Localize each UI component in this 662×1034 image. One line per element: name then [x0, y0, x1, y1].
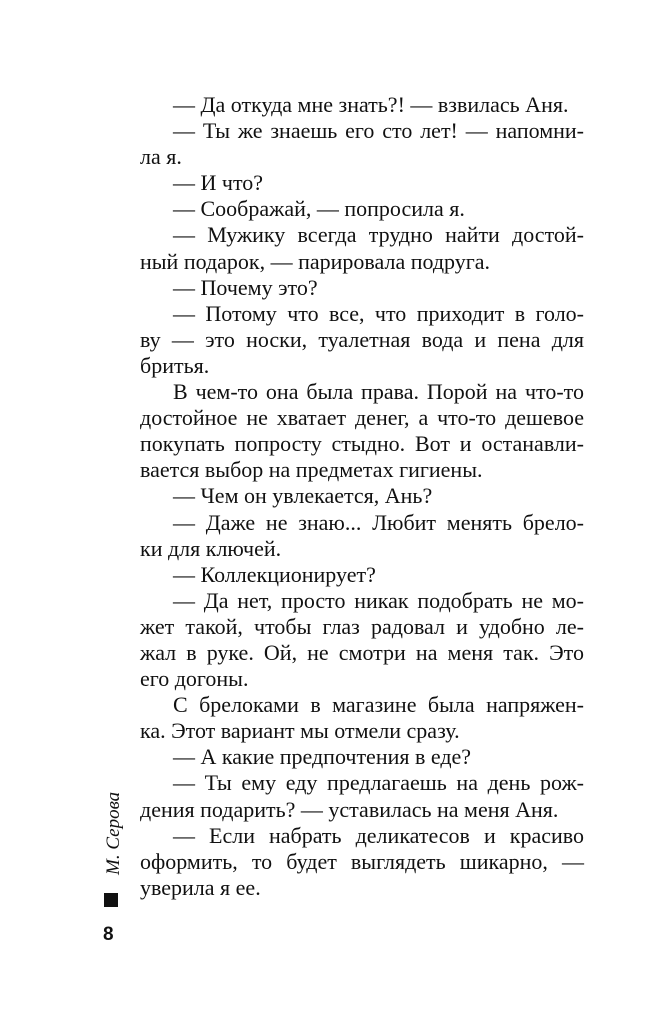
text-line: его догоны. [140, 666, 249, 692]
text-line: — Коллекционирует? [173, 561, 376, 587]
square-marker-icon [104, 893, 118, 907]
text-line: бритья. [140, 352, 210, 378]
text-line: — Да откуда мне знать?! — взвилась Аня. [173, 92, 569, 117]
text-line: — Да нет, просто никак подобрать не мо- [173, 587, 584, 613]
text-line: — Ты же знаешь его сто лет! — напомни- [173, 118, 584, 144]
text-line: ка. Этот вариант мы отмели сразу. [140, 718, 460, 744]
text-line: — А какие предпочтения в еде? [173, 744, 472, 770]
text-line: — Даже не знаю... Любит менять брело- [173, 509, 584, 535]
text-line: С брелоками в магазине была напряжен- [173, 692, 584, 718]
text-line: В чем-то она была права. Порой на что-то [173, 379, 584, 405]
text-line: — Если набрать деликатесов и красиво [173, 822, 584, 848]
text-line: — Чем он увлекается, Ань? [173, 483, 433, 509]
running-head-author: М. Серова [103, 791, 124, 875]
page-number: 8 [103, 924, 114, 945]
text-line: — Ты ему еду предлагаешь на день рож- [173, 770, 584, 796]
text-line: вается выбор на предметах гигиены. [140, 457, 483, 483]
text-line: — И что? [173, 170, 264, 196]
text-line: ву — это носки, туалетная вода и пена для [140, 326, 584, 352]
text-line: — Мужику всегда трудно найти достой- [173, 222, 584, 248]
text-line: — Почему это? [173, 274, 318, 300]
text-line: ла я. [140, 144, 182, 170]
text-line: дения подарить? — уставилась на меня Аня. [140, 796, 559, 822]
text-line: достойное не хватает денег, а что-то дешевое [140, 405, 584, 431]
text-line: — Соображай, — попросила я. [173, 196, 465, 222]
text-line: покупать попросту стыдно. Вот и останавли- [140, 431, 584, 457]
text-line: жал в руке. Ой, не смотри на меня так. Это [140, 639, 584, 665]
text-line: уверила я ее. [140, 874, 261, 900]
text-line: ный подарок, — парировала подруга. [140, 248, 491, 274]
text-line: жет такой, чтобы глаз радовал и удобно ле- [140, 613, 584, 639]
text-line: ки для ключей. [140, 535, 282, 561]
text-line: оформить, то будет выглядеть шикарно, — [140, 848, 584, 874]
body-text [140, 92, 584, 901]
text-line: — Потому что все, что приходит в голо- [173, 300, 584, 326]
